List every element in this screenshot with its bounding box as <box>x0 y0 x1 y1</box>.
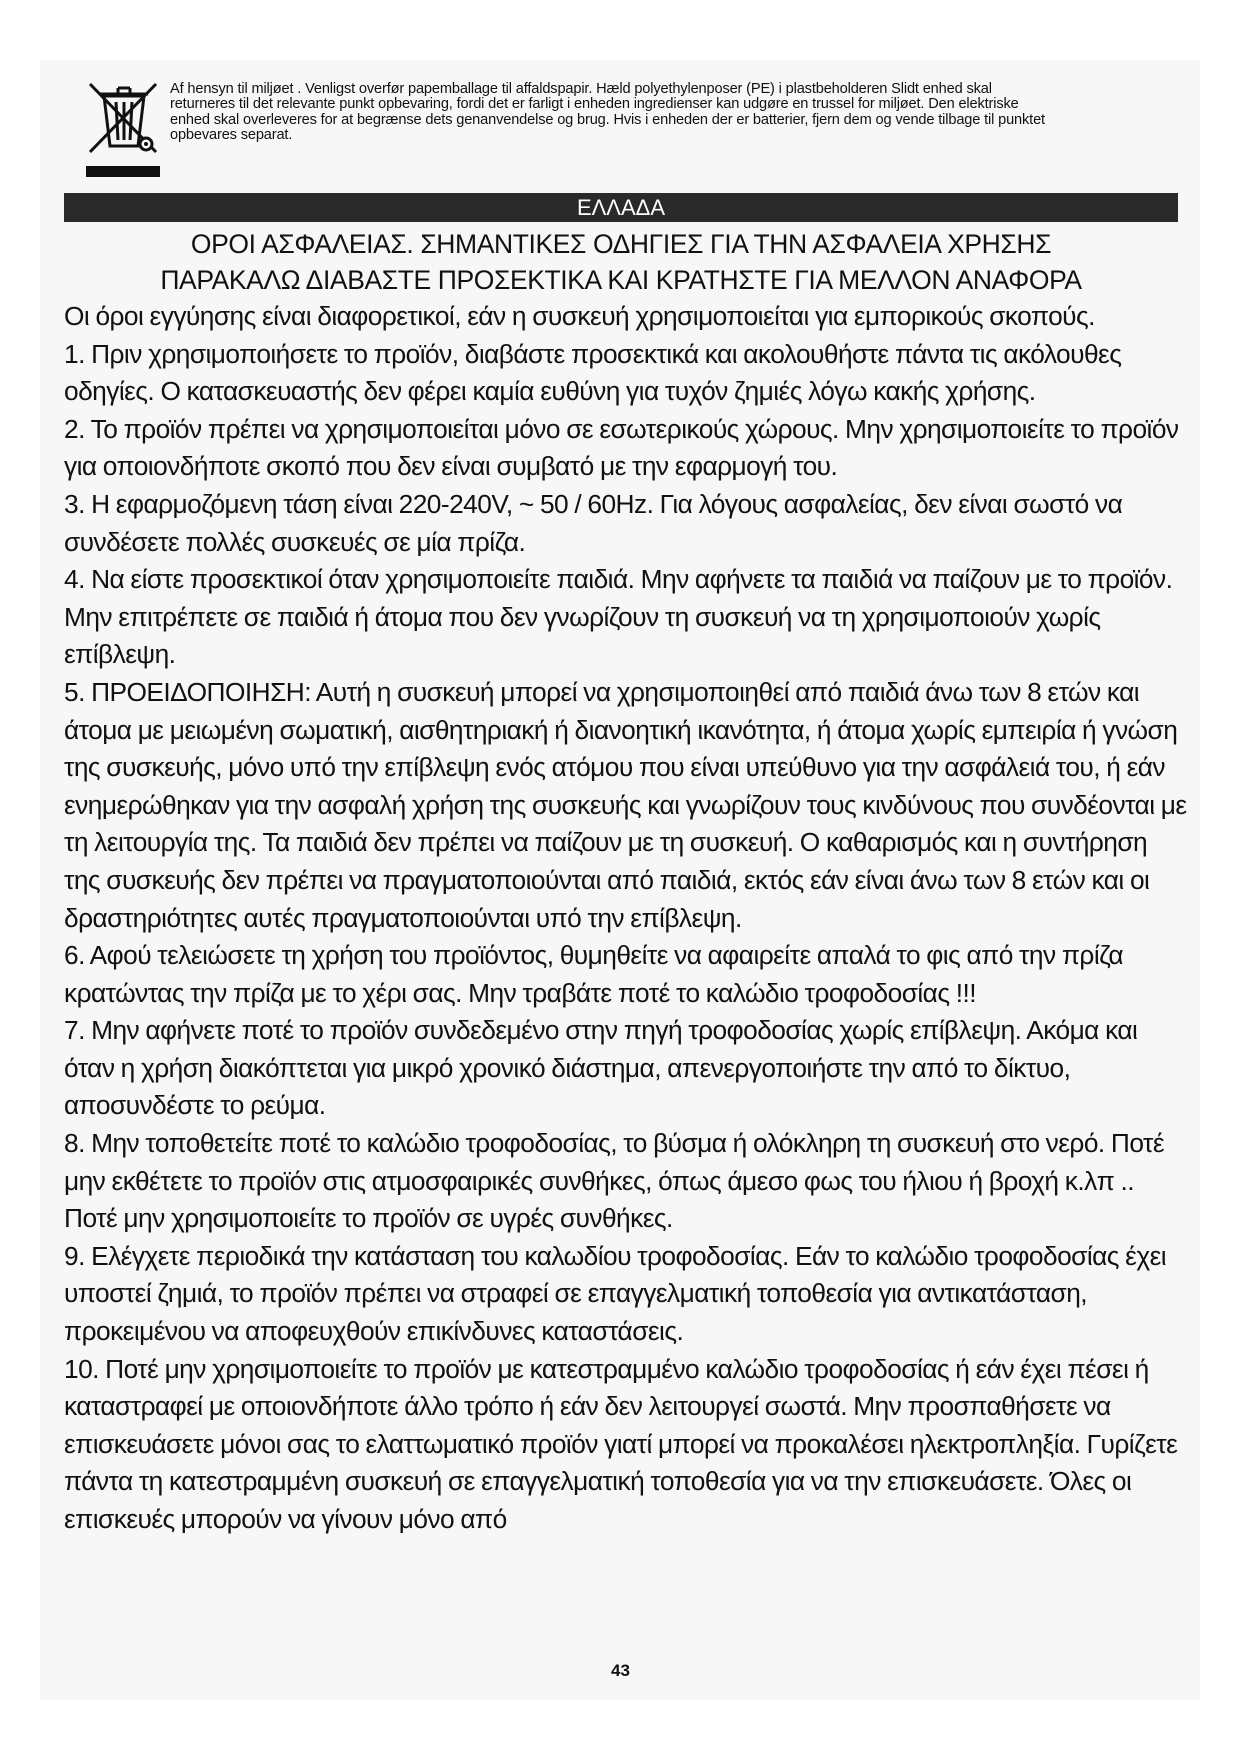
environment-notice-line: Af hensyn til miljøet . Venligst overfør papemballage til affaldspapir. Hæld polyethylenposer (PE) i plastbeholderen Slidt enhed skal <box>170 81 992 97</box>
paragraph-item-9: 9. Ελέγχετε περιοδικά την κατάσταση του καλωδίου τροφοδοσίας. Εάν το καλώδιο τροφοδοσίας έχει υποστεί ζημιά, το προϊόν πρέπει να στραφεί σε επαγγελματική τοποθεσία για αντικατάσταση, προκειμένου να αποφευχθούν επικίνδυνες καταστάσεις. <box>64 1240 1167 1347</box>
paragraph-item-6: 6. Αφού τελειώσετε τη χρήση του προϊόντος, θυμηθείτε να αφαιρείτε απαλά το φις από την πρίζα κρατώντας την πρίζα με το χέρι σας. Μην τραβάτε ποτέ το καλώδιο τροφοδοσίας !!! <box>64 940 1124 1008</box>
paragraph-item-8: 8. Μην τοποθετείτε ποτέ το καλώδιο τροφοδοσίας, το βύσμα ή ολόκληρη τη συσκευή στο νερό. Ποτέ μην εκθέτετε το προϊόν στις ατμοσφαιρικές συνθήκες, όπως άμεσο φως του ήλιου ή βροχή κ.λπ .. Ποτέ μην χρησιμοποιείτε το προϊόν σε υγρές συνθήκες. <box>64 1128 1165 1234</box>
paragraph-item-3: 3. Η εφαρμοζόμενη τάση είναι 220-240V, ~ 50 / 60Hz. Για λόγους ασφαλείας, δεν είναι σωστό να συνδέσετε πολλές συσκευές σε μία πρίζα. <box>64 488 1123 557</box>
paragraph-item-10: 10. Ποτέ μην χρησιμοποιείτε το προϊόν με κατεστραμμένο καλώδιο τροφοδοσίας ή εάν έχει πέσει ή καταστραφεί με οποιονδήποτε άλλο τρόπο ή εάν δεν λειτουργεί σωστά. Μην προσπαθήσετε να επισκευάσετε μόνοι σας το ελαττωματικό προϊόν γιατί μπορεί να προκαλέσει ηλεκτροπληξία. Γυρίζετε πάντα τη κατεστραμμένη συσκευή σε επαγγελματική τοποθεσία για να την επισκευάσετε. Όλες οι επισκευές μπορούν να γίνουν μόνο από <box>64 1353 1178 1534</box>
safety-instructions <box>64 298 1189 1539</box>
paragraph-item-5: 5. ΠΡΟΕΙΔΟΠΟΙΗΣΗ: Αυτή η συσκευή μπορεί να χρησιμοποιηθεί από παιδιά άνω των 8 ετών και άτομα με μειωμένη σωματική, αισθητηριακή ή διανοητική ικανότητα, ή άτομα χωρίς εμπειρία ή γνώση της συσκευής, μόνο υπό την επίβλεψη ενός ατόμου που είναι υπεύθυνο για την ασφάλειά του, ή εάν ενημερώθηκαν για την ασφαλή χρήση της συσκευής και γνωρίζουν τους κινδύνους που συνδέονται με τη λειτουργία της. Τα παιδιά δεν πρέπει να παίζουν με τη συσκευή. Ο καθαρισμός και η συντήρηση της συσκευής δεν πρέπει να πραγματοποιούνται από παιδιά, εκτός εάν είναι άνω των 8 ετών και οι δραστηριότητες αυτές πραγματοποιούνται υπό την επίβλεψη. <box>64 676 1187 933</box>
page-number: 43 <box>611 1661 630 1680</box>
page-title <box>64 226 1178 298</box>
environment-notice-text <box>170 82 1170 144</box>
paragraph-item-7: 7. Μην αφήνετε ποτέ το προϊόν συνδεδεμένο στην πηγή τροφοδοσίας χωρίς επίβλεψη. Ακόμα και όταν η χρήση διακόπτεται για μικρό χρονικό διάστημα, απενεργοποιήστε την από το δίκτυο, αποσυνδέστε το ρεύμα. <box>64 1015 1138 1121</box>
paragraph-intro: Οι όροι εγγύησης είναι διαφορετικοί, εάν η συσκευή χρησιμοποιείται για εμπορικούς σκοπούς. <box>64 301 1095 331</box>
title-line-2: ΠΑΡΑΚΑΛΩ ΔΙΑΒΑΣΤΕ ΠΡΟΣΕΚΤΙΚΑ ΚΑΙ ΚΡΑΤΗΣΤΕ ΓΙΑ ΜΕΛΛΟΝ ΑΝΑΦΟΡΑ <box>160 265 1082 295</box>
section-header: ΕΛΛΑΔΑ <box>64 193 1178 222</box>
environment-notice-line: returneres til det relevante punkt opbevaring, fordi det er farligt i enheden ingredienser kan udgøre en trussel for miljøet. Den elektriske <box>170 96 1019 113</box>
title-line-1: ΟΡΟΙ ΑΣΦΑΛΕΙΑΣ. ΣΗΜΑΝΤΙΚΕΣ ΟΔΗΓΙΕΣ ΓΙΑ ΤΗΝ ΑΣΦΑΛΕΙΑ ΧΡΗΣΗΣ <box>190 229 1052 259</box>
environment-notice-line: enhed skal overleveres for at begrænse dets genanvendelse og brug. Hvis i enheden der er batterier, fjern dem og vende tilbage til punktet <box>170 111 1045 128</box>
paragraph-item-1: 1. Πριν χρησιμοποιήσετε το προϊόν, διαβάστε προσεκτικά και ακολουθήστε πάντα τις ακόλουθες οδηγίες. Ο κατασκευαστής δεν φέρει καμία ευθύνη για τυχόν ζημιές λόγω κακής χρήσης. <box>64 338 1122 407</box>
environment-notice <box>82 78 1162 188</box>
paragraph-item-4: 4. Να είστε προσεκτικοί όταν χρησιμοποιείτε παιδιά. Μην αφήνετε τα παιδιά να παίζουν με το προϊόν. Μην επιτρέπετε σε παιδιά ή άτομα που δεν γνωρίζουν τη συσκευή να τη χρησιμοποιούν χωρίς επίβλεψη. <box>64 564 1173 670</box>
paragraph-item-2: 2. Το προϊόν πρέπει να χρησιμοποιείται μόνο σε εσωτερικούς χώρους. Μην χρησιμοποιείτε το προϊόν για οποιονδήποτε σκοπό που δεν είναι συμβατό με την εφαρμογή του. <box>64 413 1179 482</box>
environment-notice-line: opbevares separat. <box>170 127 293 144</box>
crossed-out-wheelie-bin-icon <box>82 78 162 178</box>
